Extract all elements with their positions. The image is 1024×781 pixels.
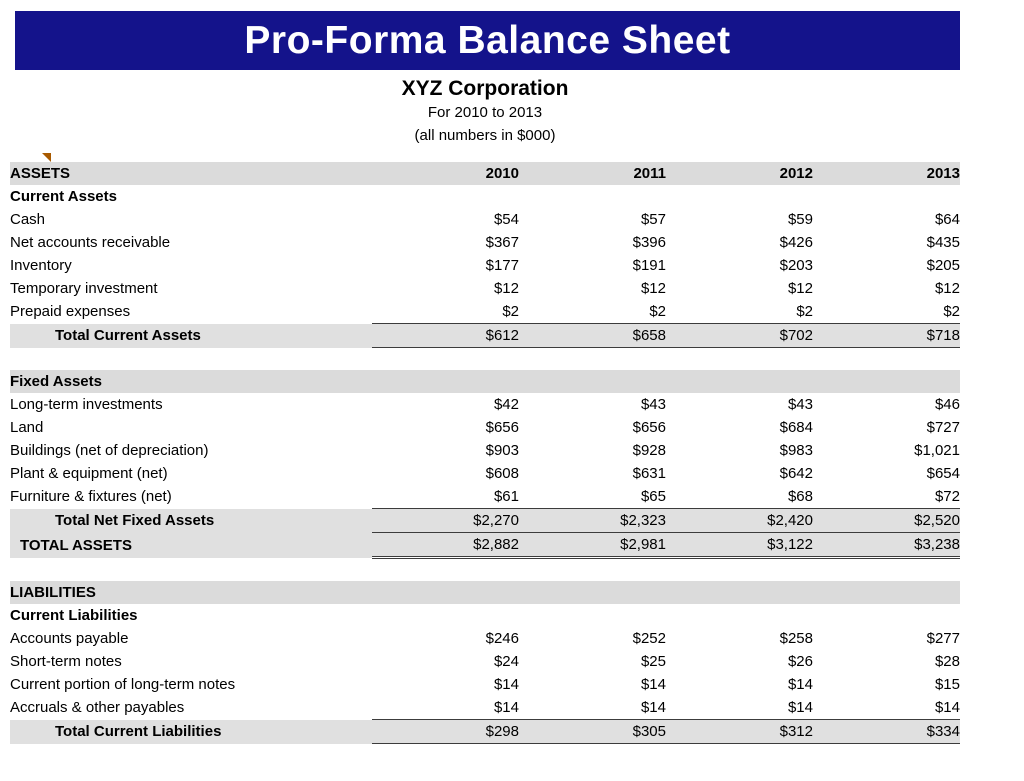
cell-2013: $64: [934, 211, 960, 228]
total-label: Total Current Assets: [10, 324, 372, 348]
row-temporary-investment: [10, 277, 960, 300]
cell-2012: $2,420: [666, 509, 813, 533]
cell-2012: $258: [779, 630, 813, 647]
cell-2012: $68: [787, 488, 813, 505]
empty-cell: [666, 185, 813, 208]
empty-cell: [372, 581, 519, 604]
row-label: Prepaid expenses: [10, 303, 131, 321]
section-header: ASSETS: [10, 162, 372, 185]
cell-2011: $2,323: [519, 509, 666, 533]
spacer-cell: [10, 558, 960, 582]
report-header: [10, 77, 960, 145]
row-short-term-notes: [10, 650, 960, 673]
cell-2011: $43: [640, 396, 666, 413]
cell-2013: $1,021: [914, 442, 960, 459]
row-label: Accounts payable: [10, 630, 129, 647]
spacer-row: [10, 558, 960, 582]
row-buildings: [10, 439, 960, 462]
cell-2011: $2: [649, 303, 666, 320]
cell-2012: $684: [779, 419, 813, 436]
cell-2010: $612: [372, 324, 519, 348]
cell-2013: $277: [926, 630, 960, 647]
cell-2013: $28: [934, 653, 960, 670]
cell-2012: $12: [787, 280, 813, 297]
cell-2011: $658: [519, 324, 666, 348]
cell-2010: $61: [493, 488, 519, 505]
cell-2013: $15: [934, 676, 960, 693]
spacer-cell: [10, 348, 960, 371]
section-header: LIABILITIES: [10, 581, 372, 604]
cell-2011: $656: [632, 419, 666, 436]
total-label: Total Net Fixed Assets: [10, 509, 372, 533]
empty-cell: [519, 185, 666, 208]
year-column-header: 2010: [372, 162, 519, 185]
cell-2011: $14: [640, 676, 666, 693]
cell-2010: $903: [485, 442, 519, 459]
row-label: Inventory: [10, 257, 72, 274]
company-name: XYZ Corporation: [401, 77, 569, 100]
empty-cell: [666, 581, 813, 604]
cell-2010: $42: [493, 396, 519, 413]
cell-2011: $305: [519, 720, 666, 744]
page-title: Pro-Forma Balance Sheet: [244, 18, 731, 62]
cell-2011: $631: [632, 465, 666, 482]
cell-2010: $246: [485, 630, 519, 647]
empty-cell: [813, 370, 960, 393]
row-assets-section: [10, 162, 960, 185]
empty-cell: [372, 370, 519, 393]
cell-2012: $14: [787, 676, 813, 693]
row-label: Current portion of long-term notes: [10, 676, 236, 693]
row-cash: [10, 208, 960, 231]
title-banner: [15, 11, 960, 70]
cell-2012: $203: [779, 257, 813, 274]
cell-2010: $14: [493, 699, 519, 716]
cell-2013: $334: [813, 720, 960, 744]
row-liabilities-section: [10, 581, 960, 604]
row-fixed-assets-section: [10, 370, 960, 393]
cell-2012: $642: [779, 465, 813, 482]
cell-2010: $656: [485, 419, 519, 436]
row-current-portion-long-term-notes: [10, 673, 960, 696]
row-total-current-assets: [10, 324, 960, 348]
balance-sheet-table: [10, 162, 960, 744]
row-label: Cash: [10, 211, 46, 228]
year-column-header: 2013: [813, 162, 960, 185]
cell-2013: $2,520: [813, 509, 960, 533]
row-label: Land: [10, 419, 44, 436]
empty-cell: [519, 604, 666, 627]
row-current-liabilities: [10, 604, 960, 627]
row-plant-equipment: [10, 462, 960, 485]
cell-2011: $396: [632, 234, 666, 251]
cell-2011: $191: [632, 257, 666, 274]
cell-2013: $205: [926, 257, 960, 274]
row-net-accounts-receivable: [10, 231, 960, 254]
row-inventory: [10, 254, 960, 277]
cell-2010: $608: [485, 465, 519, 482]
cell-2012: $702: [666, 324, 813, 348]
cell-2010: $14: [493, 676, 519, 693]
row-current-assets: [10, 185, 960, 208]
row-accruals-other-payables: [10, 696, 960, 720]
cell-2013: $12: [934, 280, 960, 297]
cell-2011: $14: [640, 699, 666, 716]
cell-2010: $177: [485, 257, 519, 274]
cell-2011: $2,981: [519, 533, 666, 558]
empty-cell: [813, 604, 960, 627]
row-label: Buildings (net of depreciation): [10, 442, 209, 459]
cell-2013: $727: [926, 419, 960, 436]
row-label: Short-term notes: [10, 653, 122, 670]
row-label: Furniture & fixtures (net): [10, 488, 172, 506]
cell-2013: $14: [934, 699, 960, 716]
row-label: Accruals & other payables: [10, 699, 185, 717]
row-label: Net accounts receivable: [10, 234, 171, 251]
cell-2012: $426: [779, 234, 813, 251]
cell-2011: $252: [632, 630, 666, 647]
row-total-current-liabilities: [10, 720, 960, 744]
cell-2011: $12: [640, 280, 666, 297]
row-label: Long-term investments: [10, 396, 163, 413]
row-label: Temporary investment: [10, 280, 158, 297]
spacer-row: [10, 348, 960, 371]
page: [0, 11, 1024, 781]
cell-2010: $24: [493, 653, 519, 670]
subsection-header: Current Assets: [10, 188, 117, 205]
cell-2010: $2,270: [372, 509, 519, 533]
empty-cell: [813, 581, 960, 604]
empty-cell: [519, 581, 666, 604]
cell-2012: $2: [796, 303, 813, 320]
cell-2013: $3,238: [813, 533, 960, 558]
grand-total-label: TOTAL ASSETS: [10, 533, 372, 558]
report-period: For 2010 to 2013: [427, 104, 543, 121]
cell-2010: $367: [485, 234, 519, 251]
row-prepaid-expenses: [10, 300, 960, 324]
year-column-header: 2011: [519, 162, 666, 185]
cell-2013: $654: [926, 465, 960, 482]
cell-2012: $312: [666, 720, 813, 744]
cell-2012: $14: [787, 699, 813, 716]
year-column-header: 2012: [666, 162, 813, 185]
row-furniture-fixtures: [10, 485, 960, 509]
cell-2013: $72: [934, 488, 960, 505]
balance-sheet-body: [10, 162, 960, 744]
cell-2012: $3,122: [666, 533, 813, 558]
cell-2010: $12: [493, 280, 519, 297]
row-long-term-investments: [10, 393, 960, 416]
cell-2011: $928: [632, 442, 666, 459]
cell-2010: $2,882: [372, 533, 519, 558]
cell-2012: $983: [779, 442, 813, 459]
units-note: (all numbers in $000): [414, 127, 556, 144]
empty-cell: [372, 604, 519, 627]
cell-2010: $2: [502, 303, 519, 320]
cell-2011: $65: [640, 488, 666, 505]
cell-2013: $2: [943, 303, 960, 320]
cell-2012: $59: [787, 211, 813, 228]
row-total-assets: [10, 533, 960, 558]
section-header: Fixed Assets: [10, 370, 372, 393]
cell-2013: $46: [934, 396, 960, 413]
empty-cell: [813, 185, 960, 208]
empty-cell: [666, 370, 813, 393]
cell-2012: $43: [787, 396, 813, 413]
empty-cell: [519, 370, 666, 393]
empty-cell: [666, 604, 813, 627]
total-label: Total Current Liabilities: [10, 720, 372, 744]
comment-marker-icon: [42, 153, 51, 162]
cell-2011: $57: [640, 211, 666, 228]
cell-2013: $435: [926, 234, 960, 251]
empty-cell: [372, 185, 519, 208]
row-label: Plant & equipment (net): [10, 465, 168, 482]
subsection-header: Current Liabilities: [10, 607, 138, 624]
cell-2011: $25: [640, 653, 666, 670]
cell-2010: $54: [493, 211, 519, 228]
cell-2012: $26: [787, 653, 813, 670]
row-total-net-fixed-assets: [10, 509, 960, 533]
row-accounts-payable: [10, 627, 960, 650]
cell-2010: $298: [372, 720, 519, 744]
row-land: [10, 416, 960, 439]
cell-2013: $718: [813, 324, 960, 348]
